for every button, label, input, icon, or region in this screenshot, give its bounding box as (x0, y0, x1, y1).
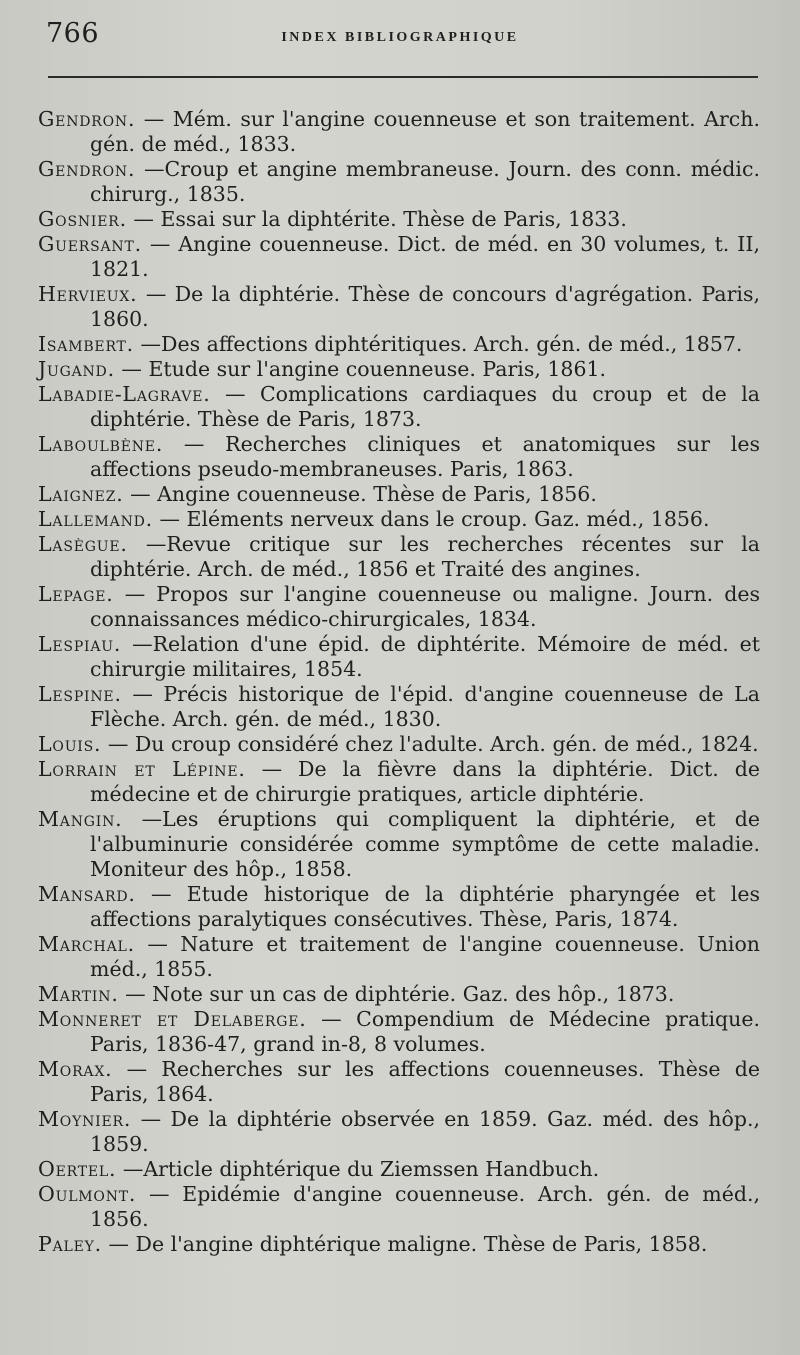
entry-author: Lespine. (38, 682, 122, 706)
entry-author: Lepage. (38, 582, 114, 606)
entry-text: — Epidémie d'angine couenneuse. Arch. gén. de méd., 1856. (90, 1182, 760, 1231)
entry-author: Gosnier. (38, 207, 127, 231)
bibliography-entry (38, 1007, 760, 1057)
running-title: INDEX BIBLIOGRAPHIQUE (281, 30, 519, 45)
entry-author: Laboulbène. (38, 432, 164, 456)
entry-text: — Note sur un cas de diphtérie. Gaz. des hôp., 1873. (118, 982, 675, 1006)
entry-text: —Des affections diphtéritiques. Arch. gén. de méd., 1857. (134, 332, 743, 356)
bibliography-entry (38, 107, 760, 157)
entry-author: Lallemand. (38, 507, 153, 531)
entry-author: Gendron. (38, 157, 136, 181)
entry-text: — Essai sur la diphtérite. Thèse de Paris, 1833. (126, 207, 627, 231)
bibliography-entry (38, 532, 760, 582)
entry-author: Laignez. (38, 482, 124, 506)
entry-author: Marchal. (38, 932, 135, 956)
entry-text: —Article diphtérique du Ziemssen Handbuch. (116, 1157, 600, 1181)
bibliography-entry (38, 482, 760, 507)
entry-text: — De la diphtérie observée en 1859. Gaz. méd. des hôp., 1859. (90, 1107, 760, 1156)
entry-author: Jugand. (38, 357, 115, 381)
bibliography-entry (38, 157, 760, 207)
entry-text: — De la fièvre dans la diphtérie. Dict. de médecine et de chirurgie pratiques, article diphtérie. (90, 757, 760, 806)
entry-author: Lorrain et Lépine. (38, 757, 246, 781)
page-header (40, 18, 760, 58)
entry-text: — Compendium de Médecine pratique. Paris, 1836-47, grand in-8, 8 volumes. (90, 1007, 760, 1056)
bibliography-entry (38, 332, 760, 357)
entry-text: — Etude historique de la diphtérie pharyngée et les affections paralytiques consécutives. Thèse, Paris, 1874. (90, 882, 760, 931)
entry-text: — Nature et traitement de l'angine couenneuse. Union méd., 1855. (90, 932, 760, 981)
bibliography-entry (38, 432, 760, 482)
header-rule (48, 76, 758, 78)
entry-author: Hervieux. (38, 282, 138, 306)
bibliography-entry (38, 207, 760, 232)
entry-text: — Eléments nerveux dans le croup. Gaz. méd., 1856. (152, 507, 710, 531)
entry-text: — Mém. sur l'angine couenneuse et son traitement. Arch. gén. de méd., 1833. (90, 107, 760, 156)
bibliography-entry (38, 282, 760, 332)
entry-text: — Angine couenneuse. Dict. de méd. en 30 volumes, t. II, 1821. (90, 232, 760, 281)
entry-author: Lasègue. (38, 532, 128, 556)
entry-author: Mansard. (38, 882, 136, 906)
entry-author: Paley. (38, 1232, 102, 1256)
bibliography-entry (38, 507, 760, 532)
entry-text: — Angine couenneuse. Thèse de Paris, 1856. (123, 482, 597, 506)
bibliography-entry (38, 382, 760, 432)
entry-author: Martin. (38, 982, 119, 1006)
bibliography-entry (38, 732, 760, 757)
entry-author: Gendron. (38, 107, 136, 131)
entry-text: — Recherches sur les affections couenneuses. Thèse de Paris, 1864. (90, 1057, 760, 1106)
entry-text: — Complications cardiaques du croup et de la diphtérie. Thèse de Paris, 1873. (90, 382, 760, 431)
entry-text: —Croup et angine membraneuse. Journ. des conn. médic. chirurg., 1835. (90, 157, 760, 206)
entry-author: Lespiau. (38, 632, 122, 656)
entry-text: — Précis historique de l'épid. d'angine couenneuse de La Flèche. Arch. gén. de méd., 1830. (90, 682, 760, 731)
entry-text: —Relation d'une épid. de diphtérite. Mémoire de méd. et chirurgie militaires, 1854. (90, 632, 760, 681)
bibliography-entry (38, 1232, 760, 1257)
entry-text: — Recherches cliniques et anatomiques sur les affections pseudo-membraneuses. Paris, 1863. (90, 432, 760, 481)
entry-text: —Les éruptions qui compliquent la diphtérie, et de l'albuminurie considérée comme symptôme de cette maladie. Moniteur des hôp., 1858. (90, 807, 760, 881)
entry-text: — Propos sur l'angine couenneuse ou maligne. Journ. des connaissances médico-chirurgicales, 1834. (90, 582, 760, 631)
bibliography-entry (38, 1157, 760, 1182)
bibliography-entry (38, 807, 760, 882)
entry-author: Mangin. (38, 807, 123, 831)
entry-text: — Du croup considéré chez l'adulte. Arch. gén. de méd., 1824. (101, 732, 759, 756)
bibliography-entry (38, 1057, 760, 1107)
bibliography-entry (38, 982, 760, 1007)
entry-text: — De l'angine diphtérique maligne. Thèse de Paris, 1858. (101, 1232, 708, 1256)
entry-text: — De la diphtérie. Thèse de concours d'agrégation. Paris, 1860. (90, 282, 760, 331)
entry-author: Morax. (38, 1057, 113, 1081)
entry-author: Oulmont. (38, 1182, 137, 1206)
entry-author: Moynier. (38, 1107, 132, 1131)
bibliography-entry (38, 357, 760, 382)
bibliography-list (38, 107, 760, 1257)
bibliography-entry (38, 1107, 760, 1157)
entry-author: Oertel. (38, 1157, 117, 1181)
bibliography-entry (38, 757, 760, 807)
bibliography-entry (38, 882, 760, 932)
entry-author: Isambert. (38, 332, 134, 356)
bibliography-entry (38, 632, 760, 682)
entry-text: —Revue critique sur les recherches récentes sur la diphtérie. Arch. de méd., 1856 et Traité des angines. (90, 532, 760, 581)
bibliography-entry (38, 682, 760, 732)
entry-author: Monneret et Delaberge. (38, 1007, 307, 1031)
entry-author: Guersant. (38, 232, 142, 256)
entry-author: Louis. (38, 732, 102, 756)
page-number: 766 (46, 18, 100, 49)
entry-text: — Etude sur l'angine couenneuse. Paris, 1861. (114, 357, 607, 381)
entry-author: Labadie-Lagrave. (38, 382, 211, 406)
bibliography-entry (38, 232, 760, 282)
bibliography-entry (38, 582, 760, 632)
bibliography-entry (38, 932, 760, 982)
bibliography-entry (38, 1182, 760, 1232)
